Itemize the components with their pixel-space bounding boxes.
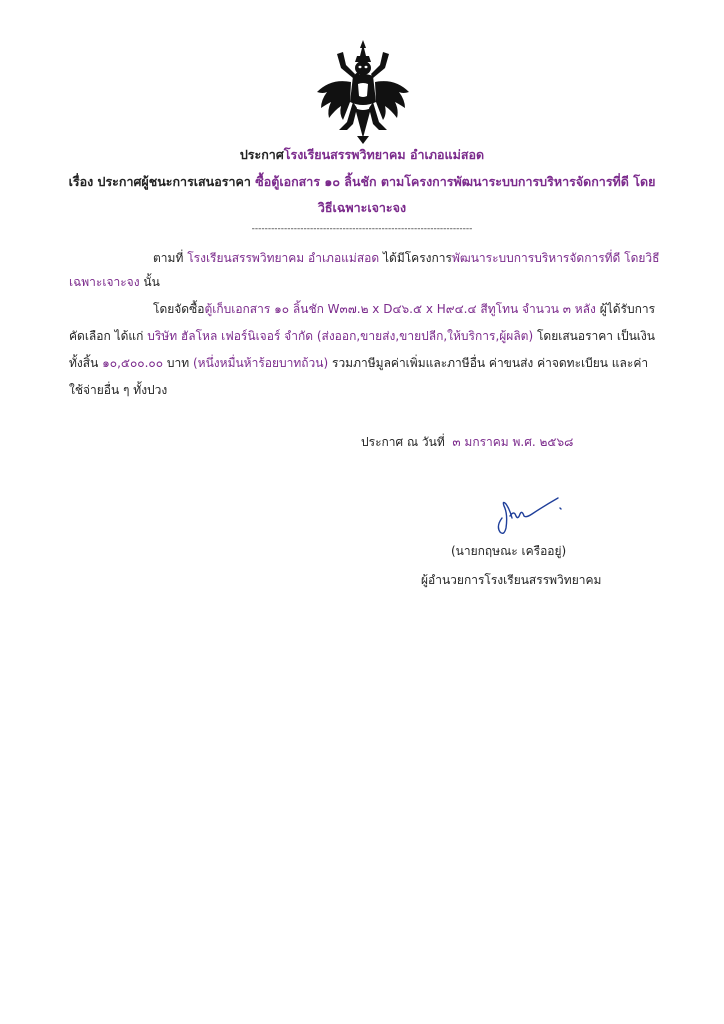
p3-text-a: โดยจัดซื้อ [153,302,205,316]
subject-prefix: เรื่อง ประกาศผู้ชนะการเสนอราคา [68,174,251,189]
title-prefix: ประกาศ [239,147,284,162]
date-value: ๓ มกราคม พ.ศ. ๒๕๖๘ [452,435,574,449]
p4-text-b: โดยเสนอราคา เป็นเงิน [536,329,655,343]
body-line-2 [69,274,160,291]
announcement-subject [40,173,684,191]
signer-name: (นายกฤษณะ เครืออยู่) [451,544,567,558]
announcement-date [361,434,573,451]
signature-icon [488,492,568,536]
date-prefix: ประกาศ ณ วันที่ [361,435,445,449]
p1-text-b: ได้มีโครงการ [382,251,452,265]
body-line-1 [153,250,660,267]
subject-text: ซื้อตู้เอกสาร ๑๐ ลิ้นชัก ตามโครงการพัฒนาระบบการบริหารจัดการที่ดี โดย [255,174,656,189]
p4-text-a: คัดเลือก ได้แก่ [69,329,144,343]
school-name: โรงเรียนสรรพวิทยาคม อำเภอแม่สอด [283,147,485,162]
p5-currency: บาท [166,356,190,370]
p1-project: พัฒนาระบบการบริหารจัดการที่ดี โดยวิธี [451,251,660,265]
body-line-5 [69,355,648,372]
p5-amount: ๑๐,๕๐๐.๐๐ [102,356,164,370]
p5-amount-text: (หนึ่งหมื่นห้าร้อยบาทถ้วน) [193,356,329,370]
subject-method: วิธีเฉพาะเจาะจง [317,200,407,215]
p2-method: เฉพาะเจาะจง [69,275,140,289]
p1-text-a: ตามที่ [153,251,184,265]
p3-item: ตู้เก็บเอกสาร ๑๐ ลิ้นชัก W๓๗.๒ x D๔๖.๕ x H๙๔.๔ สีทูโทน จำนวน ๓ หลัง [204,302,596,316]
separator-line: -------------------------------------------------------------------- [251,224,473,234]
announcement-title [40,146,684,164]
body-line-3 [153,301,655,318]
p2-end: นั้น [143,275,160,289]
garuda-emblem-icon [313,38,413,146]
body-line-6: ใช้จ่ายอื่น ๆ ทั้งปวง [69,383,168,397]
body-line-4 [69,328,655,345]
signer-title: ผู้อำนวยการโรงเรียนสรรพวิทยาคม [421,573,602,587]
p3-text-b: ผู้ได้รับการ [599,302,656,316]
p4-vendor: บริษัท ฮัลโหล เฟอร์นิเจอร์ จำกัด (ส่งออก,ขายส่ง,ขายปลีก,ให้บริการ,ผู้ผลิต) [147,329,534,343]
p1-school: โรงเรียนสรรพวิทยาคม อำเภอแม่สอด [187,251,380,265]
p5-text-a: ทั้งสิ้น [69,356,99,370]
p5-text-c: รวมภาษีมูลค่าเพิ่มและภาษีอื่น ค่าขนส่ง ค่าจดทะเบียน และค่า [332,356,649,370]
